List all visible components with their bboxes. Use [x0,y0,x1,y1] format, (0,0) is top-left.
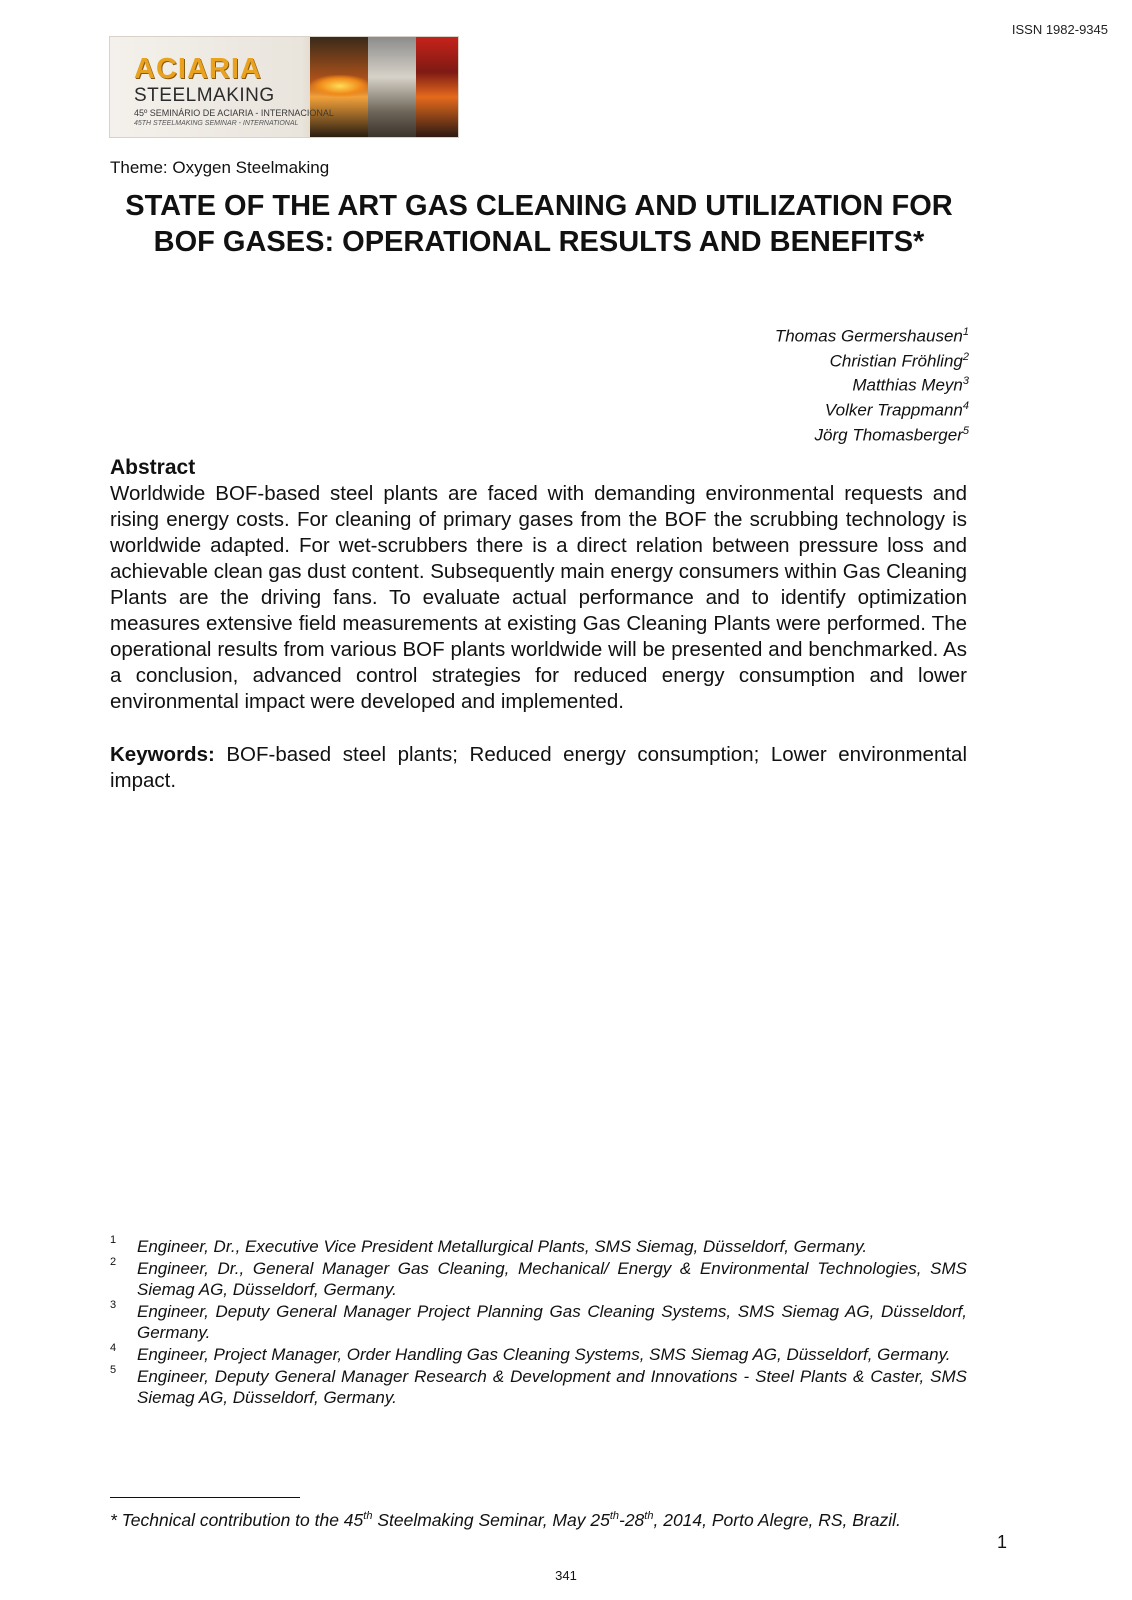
footnote-divider [110,1497,300,1498]
footnote: 3 Engineer, Deputy General Manager Project Planning Gas Cleaning Systems, SMS Siemag AG, Düsseldorf, Germany. [110,1298,967,1343]
logo-fire-glow [310,75,370,97]
footnote: 5 Engineer, Deputy General Manager Research & Development and Innovations - Steel Plants & Caster, SMS Siemag AG, Düsseldorf, Germany. [110,1363,967,1408]
logo-line2: 45TH STEELMAKING SEMINAR - INTERNATIONAL [134,120,299,127]
author: Jörg Thomasberger$^5$ [814,424,969,445]
paper-title: STATE OF THE ART GAS CLEANING AND UTILIZATION FOR BOF GASES: OPERATIONAL RESULTS AND BENEFITS* [125,190,953,258]
footnote: 4 Engineer, Project Manager, Order Handling Gas Cleaning Systems, SMS Siemag AG, Düsseldorf, Germany. [110,1341,951,1364]
logo-brand: ACIARIA [134,53,262,85]
issn-label: ISSN 1982-9345 [1011,22,1108,37]
keywords-text: BOF-based steel plants; Reduced energy consumption; Lower environmental impact. [110,743,967,792]
author: Thomas Germershausen$^1$ [774,326,969,346]
author: Matthias Meyn$^3$ [852,375,969,395]
abstract-body: Worldwide BOF-based steel plants are faced with demanding environmental requests and rising energy costs. For cleaning of primary gases from the BOF the scrubbing technology is worldwide adapted. For wet-scrubbers there is a direct relation between pressure loss and achievable clean gas dust content. Subsequently main energy consumers within Gas Cleaning Plants are the driving fans. To evaluate actual performance and to identify optimization measures extensive field measurements at existing Gas Cleaning Plants were performed. The operational results from various BOF plants worldwide will be presented and benchmarked. As a conclusion, advanced control strategies for reduced energy consumption and lower environmental impact were developed and implemented. [110,482,967,713]
footnote: 1 Engineer, Dr., Executive Vice President Metallurgical Plants, SMS Siemag, Düsseldorf, Germany. [110,1234,868,1256]
logo-subtitle: STEELMAKING [134,85,275,106]
logo-photo-worker [368,37,416,137]
page-number: 1 [997,1532,1008,1552]
author: Volker Trappmann$^4$ [824,399,969,420]
logo-photo-ladle [416,37,458,137]
keywords-label: Keywords: [110,743,215,766]
author-footnotes [110,1236,967,1409]
proceedings-page-number: 341 [555,1568,577,1583]
seminar-logo [109,36,459,138]
author: Christian Fröhling$^2$ [829,350,969,371]
abstract-heading: Abstract [110,456,196,479]
keywords [110,742,967,794]
logo-line1: 45º SEMINÁRIO DE ACIARIA - INTERNACIONAL [134,108,334,118]
footnote: 2 Engineer, Dr., General Manager Gas Cleaning, Mechanical/ Energy & Environmental Technologies, SMS Siemag AG, Düsseldorf, Germany. [110,1255,967,1300]
theme-label: Theme: Oxygen Steelmaking [110,158,330,177]
contribution-note: * Technical contribution to the 45th Steelmaking Seminar, May 25th-28th, 2014, Porto Alegre, RS, Brazil. [110,1509,901,1530]
author-list [775,322,969,445]
